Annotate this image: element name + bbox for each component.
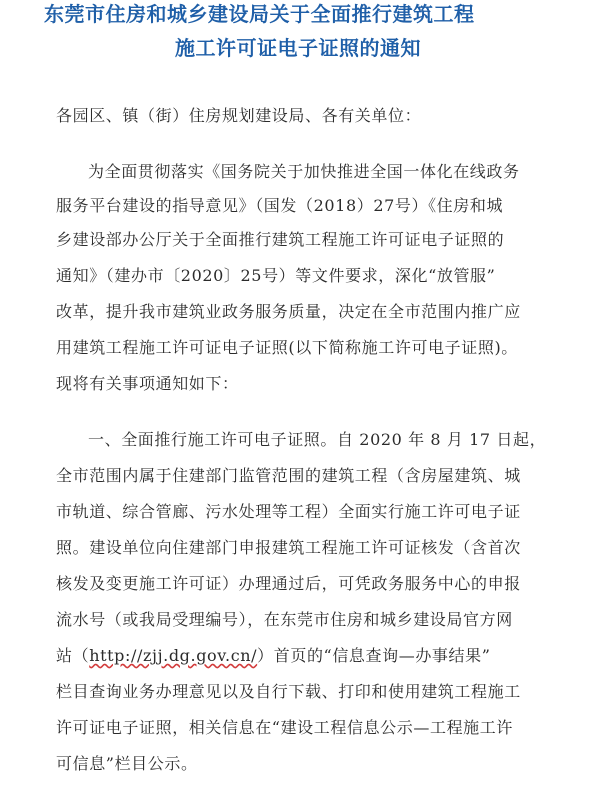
paragraph-2-line-10: 可信息”栏目公示。 (56, 754, 198, 773)
website-link[interactable]: http://zjj.dg.gov.cn/ (89, 646, 258, 665)
paragraph-2-line-9: 许可证电子证照，相关信息在“建设工程信息公示—工程施工许 (56, 718, 513, 737)
paragraph-2-line-6: 流水号（或我局受理编号），在东莞市住房和城乡建设局官方网 (56, 610, 513, 629)
paragraph-1-line-4: 通知》（建办市〔2020〕25号）等文件要求，深化“放管服” (56, 266, 496, 285)
paragraph-2-line-5: 核发及变更施工许可证）办理通过后，可凭政务服务中心的申报 (56, 574, 521, 593)
document-title-line-2: 施工许可证电子证照的通知 (175, 36, 421, 60)
paragraph-1-line-7: 现将有关事项通知如下： (56, 374, 239, 393)
paragraph-2-line-3: 市轨道、综合管廊、污水处理等工程）全面实行施工许可电子证 (56, 502, 521, 521)
paragraph-1-line-1: 为全面贯彻落实《国务院关于加快推进全国一体化在线政务 (88, 162, 520, 181)
paragraph-1-line-2: 服务平台建设的指导意见》（国发（2018）27号）《住房和城 (56, 196, 504, 215)
paragraph-2-line-8: 栏目查询业务办理意见以及自行下载、打印和使用建筑工程施工 (56, 682, 521, 701)
paragraph-2-line-2: 全市范围内属于住建部门监管范围的建筑工程（含房屋建筑、城 (56, 466, 521, 485)
salutation: 各园区、镇（街）住房规划建设局、各有关单位： (56, 106, 422, 125)
paragraph-1-line-3: 乡建设部办公厅关于全面推行建筑工程施工许可证电子证照的 (56, 230, 505, 249)
paragraph-1-line-6: 用建筑工程施工许可证电子证照(以下简称施工许可电子证照)。 (56, 338, 518, 357)
document-title-line-1: 东莞市住房和城乡建设局关于全面推行建筑工程 (44, 2, 475, 26)
paragraph-2-line-1: 一、全面推行施工许可电子证照。自 2020 年 8 月 17 日起， (88, 430, 547, 449)
paragraph-2-line-7 (56, 646, 491, 666)
link-suffix: ）首页的“信息查询—办事结果” (257, 646, 491, 665)
paragraph-2-line-4: 照。建设单位向住建部门申报建筑工程施工许可证核发（含首次 (56, 538, 521, 557)
link-prefix: 站（ (56, 646, 90, 665)
paragraph-1-line-5: 改革，提升我市建筑业政务服务质量，决定在全市范围内推广应 (56, 302, 521, 321)
